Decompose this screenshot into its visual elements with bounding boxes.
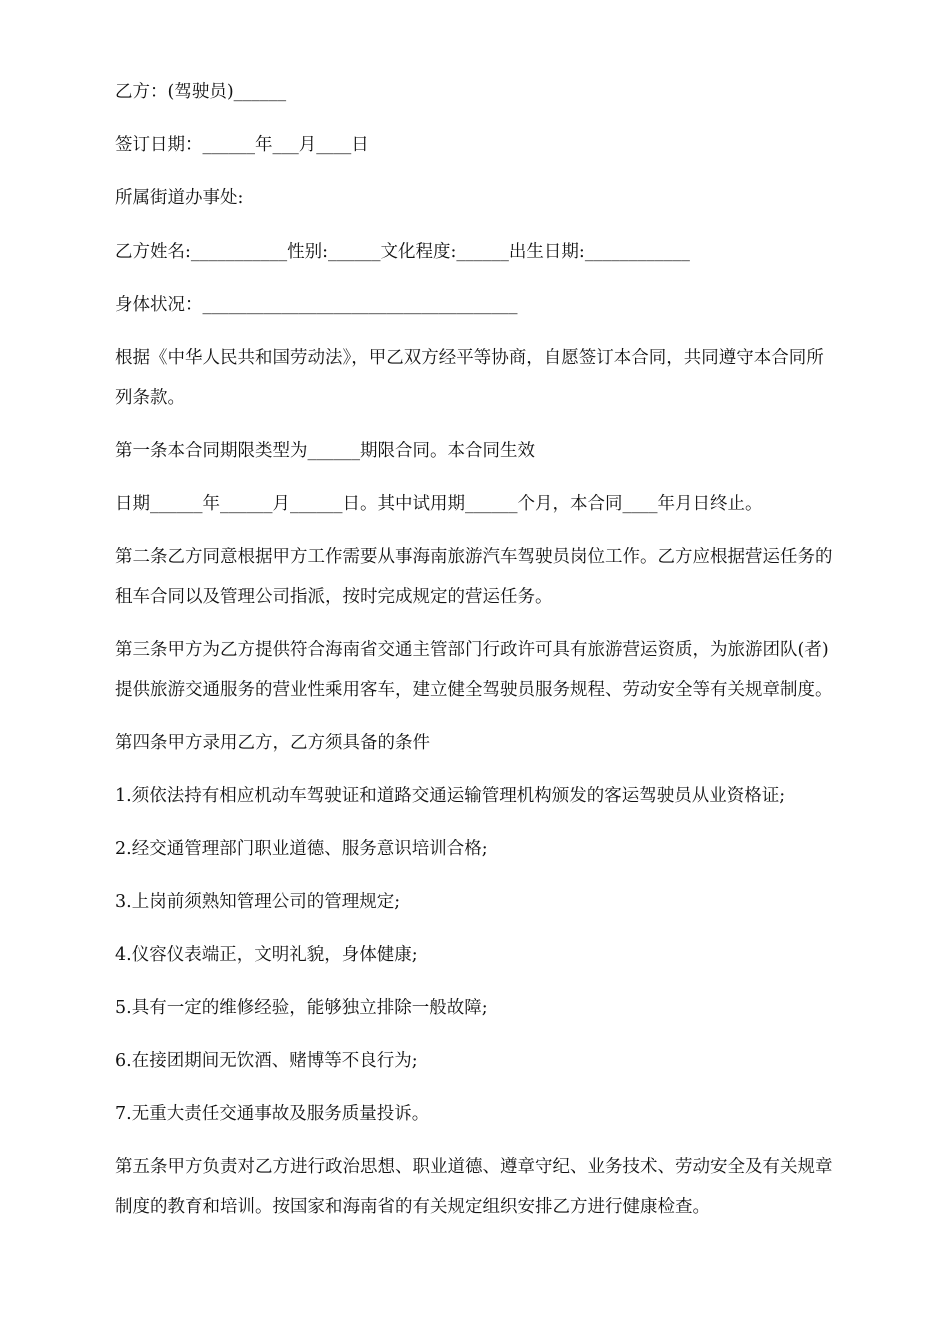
article-3-line-1: 第三条甲方为乙方提供符合海南省交通主管部门行政许可具有旅游营运资质，为旅游团队(者) [115, 640, 829, 660]
party-b-info-line: 乙方姓名:___________性别:______文化程度:______出生日期:____________ [115, 242, 690, 262]
condition-item-1: 1.须依法持有相应机动车驾驶证和道路交通运输管理机构颁发的客运驾驶员从业资格证; [115, 786, 786, 806]
signing-date-line: 签订日期：______年___月____日 [115, 135, 369, 155]
article-2-line-1: 第二条乙方同意根据甲方工作需要从事海南旅游汽车驾驶员岗位工作。乙方应根据营运任务的 [115, 547, 833, 567]
street-office-line: 所属街道办事处: [115, 188, 244, 208]
article-1-line-1: 第一条本合同期限类型为______期限合同。本合同生效 [115, 441, 535, 461]
article-1-line-2: 日期______年______月______日。其中试用期______个月，本合同____年月日终止。 [115, 494, 763, 514]
condition-item-4: 4.仪容仪表端正，文明礼貌，身体健康; [115, 945, 418, 965]
party-b-driver-line: 乙方：(驾驶员)______ [115, 82, 287, 102]
condition-item-5: 5.具有一定的维修经验，能够独立排除一般故障; [115, 998, 488, 1018]
preamble-line-1: 根据《中华人民共和国劳动法》，甲乙双方经平等协商，自愿签订本合同，共同遵守本合同所 [115, 348, 824, 368]
article-5-line-1: 第五条甲方负责对乙方进行政治思想、职业道德、遵章守纪、业务技术、劳动安全及有关规章 [115, 1157, 833, 1177]
condition-item-2: 2.经交通管理部门职业道德、服务意识培训合格; [115, 839, 488, 859]
condition-item-3: 3.上岗前须熟知管理公司的管理规定; [115, 892, 401, 912]
preamble-line-2: 列条款。 [115, 388, 185, 408]
article-5-line-2: 制度的教育和培训。按国家和海南省的有关规定组织安排乙方进行健康检查。 [115, 1197, 710, 1217]
article-4-heading: 第四条甲方录用乙方，乙方须具备的条件 [115, 733, 430, 753]
condition-item-6: 6.在接团期间无饮酒、赌博等不良行为; [115, 1051, 418, 1071]
condition-item-7: 7.无重大责任交通事故及服务质量投诉。 [115, 1104, 430, 1124]
health-status-line: 身体状况：____________________________________ [115, 295, 518, 315]
article-3-line-2: 提供旅游交通服务的营业性乘用客车，建立健全驾驶员服务规程、劳动安全等有关规章制度。 [115, 680, 833, 700]
article-2-line-2: 租车合同以及管理公司指派，按时完成规定的营运任务。 [115, 587, 553, 607]
